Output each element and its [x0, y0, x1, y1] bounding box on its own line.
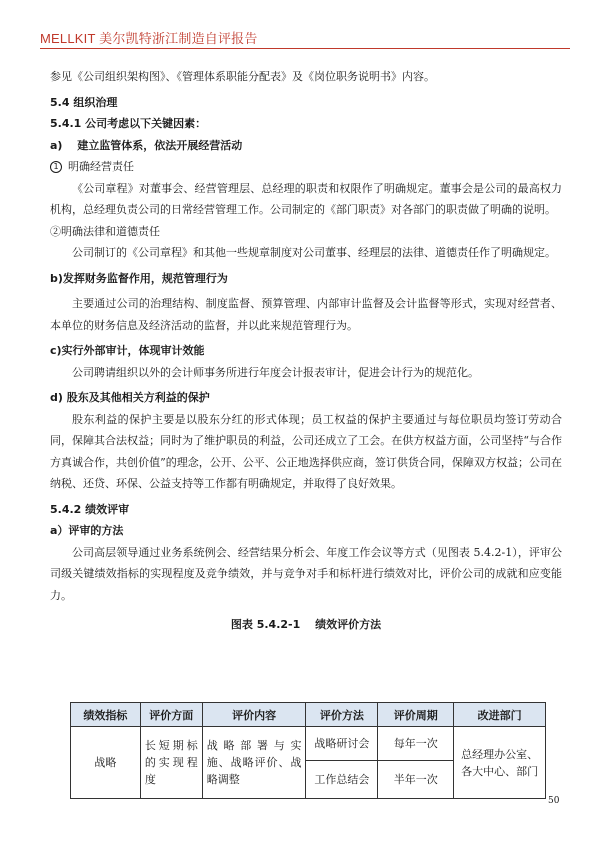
cell-aspect: 长短期标的实现程度: [140, 727, 202, 799]
header-content: 评价内容: [202, 703, 306, 727]
heading-5-4-1: 5.4.1 公司考虑以下关键因素：: [50, 117, 207, 130]
subitem-1: [50, 156, 562, 178]
heading-item-d: d) 股东及其他相关方利益的保护: [50, 391, 210, 404]
paragraph-legal: 公司制订的《公司章程》和其他一些规章制度对公司董事、经理层的法律、道德责任作了明确规定。: [72, 246, 556, 259]
cell-method-2: 工作总结会: [306, 761, 378, 799]
heading-item-a: a) 建立监管体系，依法开展经营活动: [50, 138, 243, 152]
header-dept: 改进部门: [454, 703, 546, 727]
subitem-2: ②明确法律和道德责任: [50, 224, 160, 238]
cell-method-1: 战略研讨会: [306, 727, 378, 761]
heading-item-a2: a）评审的方法: [50, 524, 124, 537]
paragraph-charter: 《公司章程》对董事会、经营管理层、总经理的职责和权限作了明确规定。董事会是公司的最高权力机构，总经理负责公司的日常经营管理工作。公司制定的《部门职责》对各部门的职责做了明确的说明。: [50, 181, 562, 216]
table-header-row: [71, 703, 546, 727]
heading-item-c: c)实行外部审计，体现审计效能: [50, 344, 205, 357]
circled-number: 1: [50, 161, 62, 173]
paragraph-review: 公司高层领导通过业务系统例会、经营结果分析会、年度工作会议等方式（见图表 5.4.2-1），评审公司级关键绩效指标的实现程度及竞争绩效，并与竞争对手和标杆进行绩效对比，评价公司的成就和应变能力。: [50, 545, 562, 602]
page-number: 50: [548, 796, 560, 806]
cell-dept: 总经理办公室、各大中心、部门: [454, 727, 546, 799]
cell-cycle-2: 半年一次: [378, 761, 454, 799]
header-brand: [40, 31, 258, 46]
cell-cycle-1: 每年一次: [378, 727, 454, 761]
evaluation-table: [70, 702, 546, 799]
heading-5-4: 5.4 组织治理: [50, 95, 118, 109]
brand-name-cn: 美尔凯特: [99, 31, 152, 46]
cell-content: 战 略 部 署 与 实 施、战略评价、战略调整: [202, 727, 306, 799]
paragraph-reference: 参见《公司组织架构图》、《管理体系职能分配表》及《岗位职务说明书》内容。: [50, 70, 435, 83]
paragraph-audit: 公司聘请组织以外的会计师事务所进行年度会计报表审计，促进会计行为的规范化。: [72, 365, 479, 379]
header-aspect: 评价方面: [140, 703, 202, 727]
cell-indicator: 战略: [71, 727, 141, 799]
heading-item-b: b)发挥财务监督作用，规范管理行为: [50, 271, 228, 285]
document-body: [50, 66, 562, 644]
report-title: 浙江制造自评报告: [151, 31, 258, 46]
table-caption: 图表 5.4.2-1 绩效评价方法: [230, 618, 382, 631]
paragraph-stakeholders: 股东利益的保护主要是以股东分红的形式体现；员工权益的保护主要通过与每位职员均签订劳动合同，保障其合法权益；同时为了维护职员的利益，公司还成立了工会。在供方权益方面，公司坚持“与合作方真诚合作，共创价值”的理念，公开、公平、公正地选择供应商，签订供货合同，保障双方权益；公司在纳税、还贷、环保、公益支持等工作都有明确规定，并取得了良好效果。: [50, 412, 562, 490]
table-row: [71, 727, 546, 761]
subitem-1-label: 明确经营责任: [68, 160, 134, 173]
header-indicator: 绩效指标: [71, 703, 141, 727]
paragraph-finance: 主要通过公司的治理结构、制度监督、预算管理、内部审计监督及会计监督等形式，实现对经营者、本单位的财务信息及经济活动的监督，并以此来规范管理行为。: [50, 297, 562, 332]
page-header: [40, 28, 570, 50]
heading-5-4-2: 5.4.2 绩效评审: [50, 502, 130, 516]
header-cycle: 评价周期: [378, 703, 454, 727]
header-method: 评价方法: [306, 703, 378, 727]
header-rule: [40, 48, 570, 49]
brand-name-en: MELLKIT: [40, 31, 96, 46]
